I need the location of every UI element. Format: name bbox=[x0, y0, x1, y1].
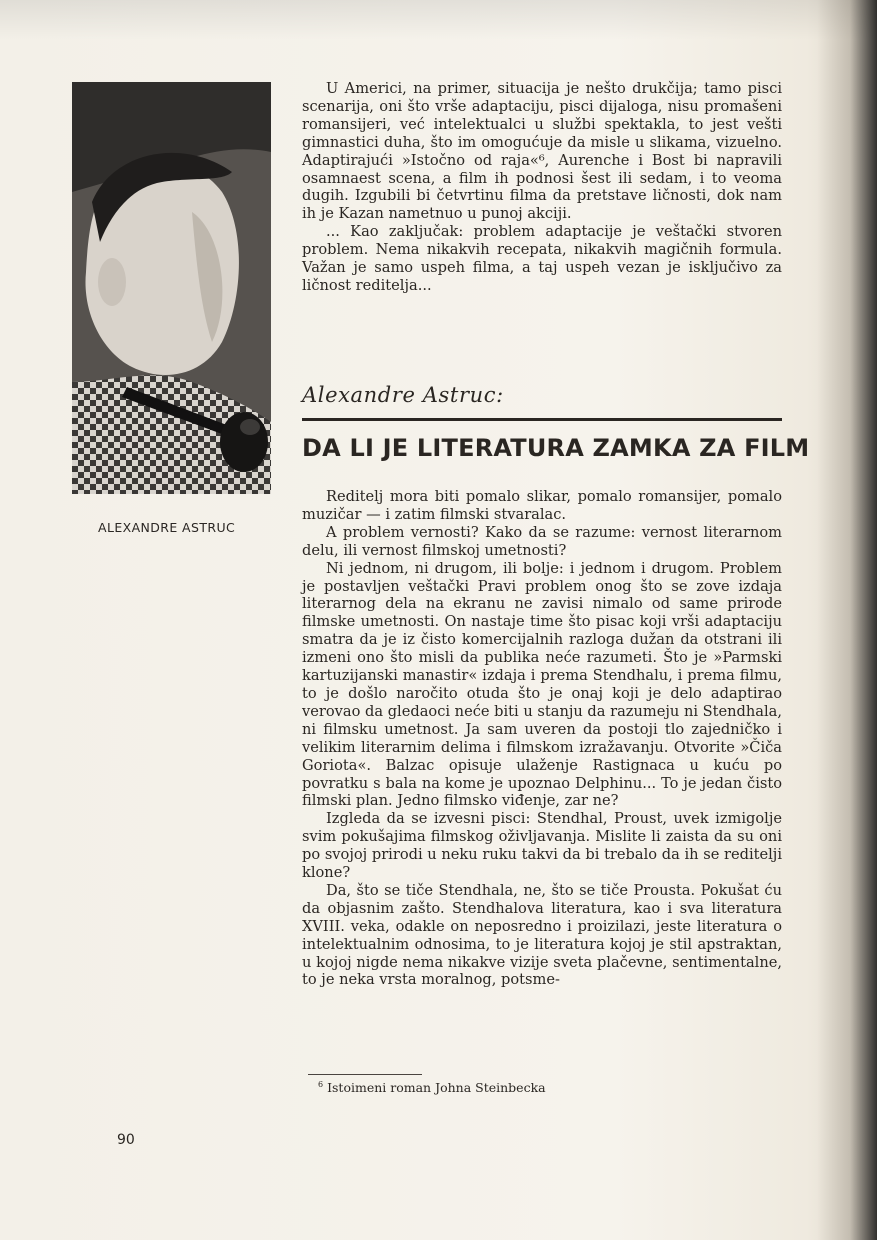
binding-gutter-shadow bbox=[817, 0, 877, 1240]
intro-paragraph: ... Kao zaključak: problem adaptacije je veštački stvoren problem. Nema nikakvih recepata, nikakvih magičnih formula. Važan je samo uspeh filma, a taj uspeh vezan je isključivo za ličnost reditelja... bbox=[302, 223, 782, 294]
intro-text bbox=[302, 80, 782, 295]
body-paragraph: Reditelj mora biti pomalo slikar, pomalo romansijer, pomalo muzičar — i zatim filmski stvaralac. bbox=[302, 488, 782, 523]
body-paragraph: Izgleda da se izvesni pisci: Stendhal, Proust, uvek izmigolje svim pokušajima filmskog oživljavanja. Mislite li zaista da su oni po svojoj prirodi u neku ruku takvi da bi trebalo da ih se reditelji klone? bbox=[302, 810, 782, 882]
footnote bbox=[318, 1080, 546, 1095]
footnote-rule bbox=[308, 1074, 422, 1075]
footnote-marker: 6 bbox=[318, 1080, 324, 1089]
photo-caption: ALEXANDRE ASTRUC bbox=[98, 520, 236, 535]
footnote-text: Istoimeni roman Johna Steinbecka bbox=[327, 1080, 546, 1096]
body-paragraph: A problem vernosti? Kako da se razume: vernost literarnom delu, ili vernost filmskoj umetnosti? bbox=[302, 523, 782, 559]
page-number: 90 bbox=[117, 1132, 135, 1148]
page-top-shadow bbox=[0, 0, 877, 40]
article-title: DA LI JE LITERATURA ZAMKA ZA FILM bbox=[302, 434, 810, 462]
heading-rule bbox=[302, 418, 782, 421]
body-paragraph: Ni jednom, ni drugom, ili bolje: i jednom i drugom. Problem je postavljen veštački Pravi problem onog što se zove izdaja literarnog dela na ekranu ne zavisi nimalo od same prirode filmske umetnosti. On nastaje time što pisac koji vrši adaptaciju smatra da je iz čisto komercijalnih razloga dužan da otstrani ili izmeni ono što misli da publika neće razumeti. Što je »Parmski kartuzijanski manastir« izdaja i prema Stendhalu, i prema filmu, to je došlo naročito otuda što je onaj koji je delo adaptirao verovao da gledaoci neće biti u stanju da razumeju ni Stendhala, ni filmsku umetnost. Ja sam uveren da postoji tlo zajedničko i velikim literarnim delima i filmskom izražavanju. Otvorite »Čiča Goriota«. Balzac opisuje ulaženje Rastignaca u kuću po povratku s bala na kome je upoznao Delphinu... To je jedan čisto filmski plan. Jedno filmsko viđenje, zar ne? bbox=[302, 559, 782, 810]
intro-paragraph: U Americi, na primer, situacija je nešto drukčija; tamo pisci scenarija, oni što vrše adaptaciju, pisci dijaloga, nisu promašeni romansijeri, već intelektualci u službi spektakla, to jest vešti gimnastici duha, što im omogućuje da misle u slikama, vizuelno. Adaptirajući »Istočno od raja«⁶, Aurenche i Bost bi napravili osamnaest scena, a film ih podnosi šest ili sedam, i to veoma dugih. Izgubili bi četvrtinu filma da pretstave ličnosti, dok nam ih je Kazan nametnuo u punoj akciji. bbox=[302, 80, 782, 223]
article-body bbox=[302, 488, 782, 989]
article-author: Alexandre Astruc: bbox=[302, 383, 504, 407]
body-paragraph: Da, što se tiče Stendhala, ne, što se tiče Prousta. Pokušat ću da objasnim zašto. Stendhalova literatura, kao i sva literatura XVIII. veka, odakle on neposredno i proizilazi, jeste literatura o intelektualnim odnosima, to je literatura kojoj je stil apstraktan, u kojoj nigde nema nikakve vizije sveta plačevne, sentimentalne, to je neka vrsta moralnog, potsme- bbox=[302, 881, 782, 989]
portrait-photo bbox=[72, 82, 271, 494]
